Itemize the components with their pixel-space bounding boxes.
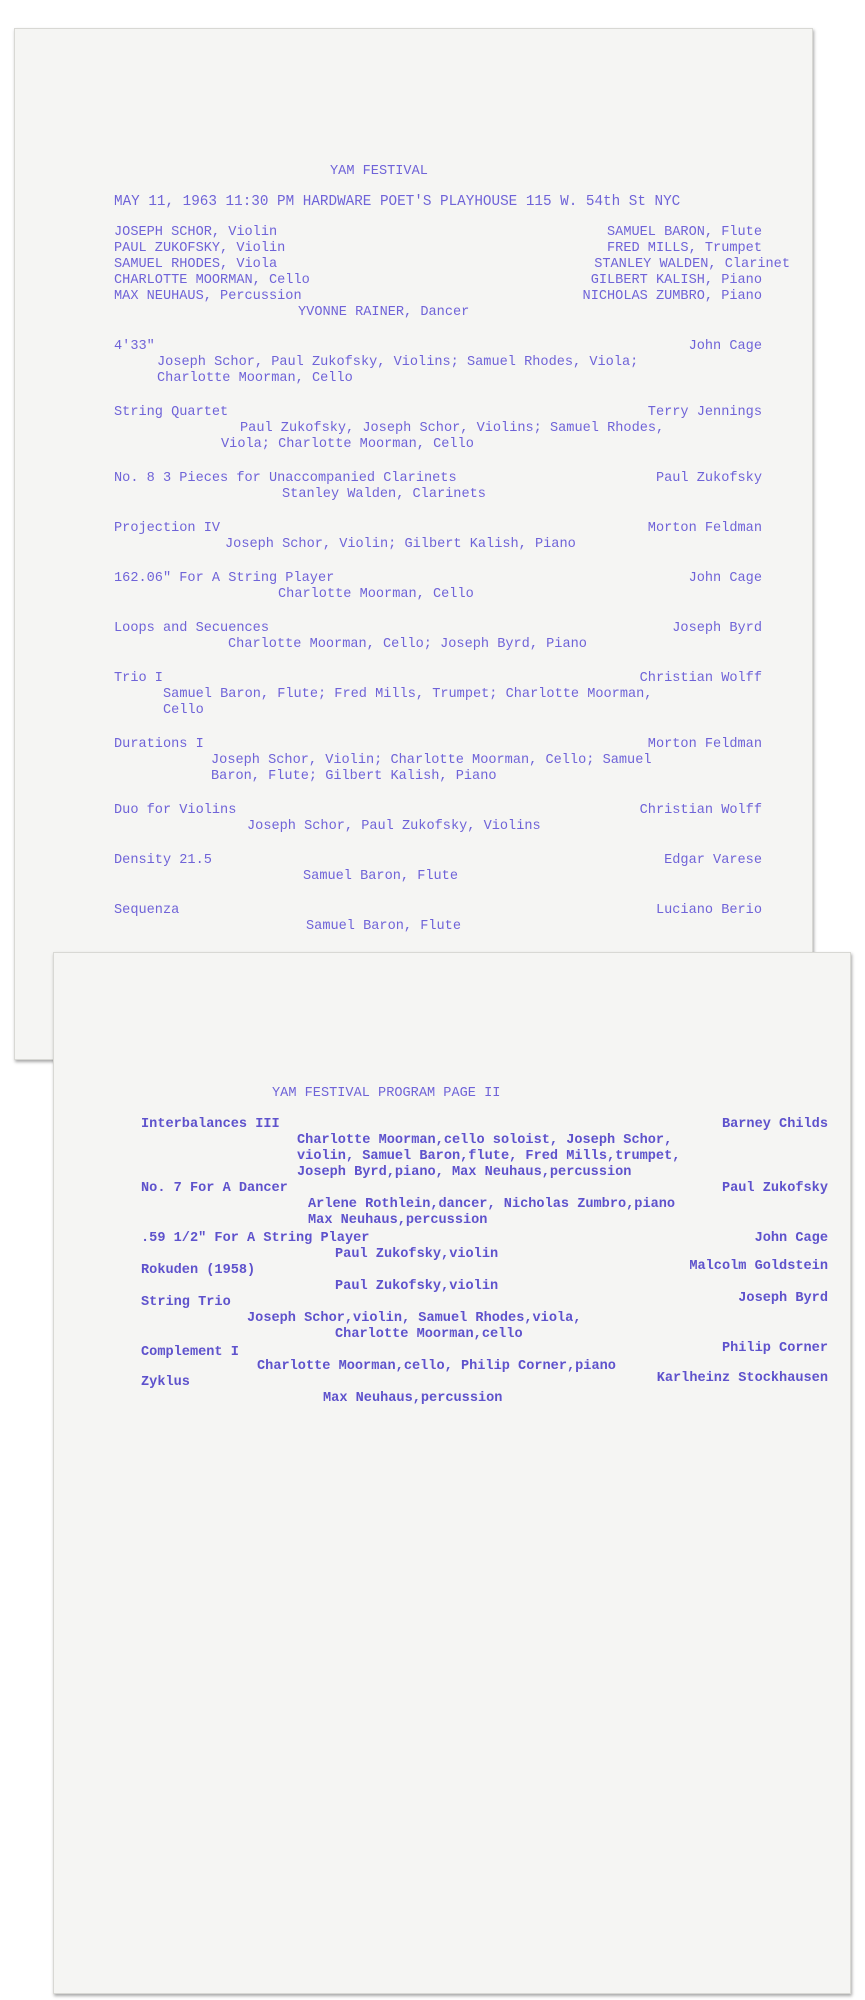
- performer-center: YVONNE RAINER, Dancer: [298, 305, 470, 320]
- work-performers: Arlene Rothlein,dancer, Nicholas Zumbro,piano: [308, 1197, 676, 1212]
- work-composer: Morton Feldman: [647, 521, 762, 536]
- work-performers: Samuel Baron, Flute: [303, 869, 458, 884]
- performer-right: GILBERT KALISH, Piano: [590, 273, 762, 288]
- work-performers: Joseph Schor, Paul Zukofsky, Violins; Samuel Rhodes, Viola;: [157, 355, 639, 370]
- work-title: Complement I: [141, 1345, 239, 1360]
- work-performers: Joseph Byrd,piano, Max Neuhaus,percussion: [297, 1165, 632, 1180]
- work-composer: Barney Childs: [721, 1117, 828, 1132]
- performer-right: STANLEY WALDEN, Clarinet: [594, 257, 790, 272]
- work-title: Rokuden (1958): [141, 1263, 256, 1278]
- work-performers: Charlotte Moorman,cello: [335, 1327, 523, 1342]
- work-title: Density 21.5: [114, 853, 212, 868]
- work-composer: Morton Feldman: [647, 737, 762, 752]
- work-title: .59 1/2" For A String Player: [141, 1231, 370, 1246]
- work-composer: Malcolm Goldstein: [689, 1259, 828, 1274]
- work-performers: Max Neuhaus,percussion: [323, 1391, 503, 1406]
- work-title: Duo for Violins: [114, 803, 237, 818]
- work-performers: Joseph Schor, Violin; Charlotte Moorman, Cello; Samuel: [211, 753, 652, 768]
- work-composer: Christian Wolff: [639, 671, 762, 686]
- program-page-2: [53, 952, 851, 1994]
- work-performers: Charlotte Moorman, Cello: [157, 371, 353, 386]
- work-composer: Edgar Varese: [664, 853, 762, 868]
- work-composer: John Cage: [754, 1231, 828, 1246]
- page1-title: YAM FESTIVAL: [330, 164, 428, 179]
- work-performers: violin, Samuel Baron,flute, Fred Mills,trumpet,: [297, 1149, 681, 1164]
- work-performers: Charlotte Moorman,cello, Philip Corner,piano: [257, 1359, 616, 1374]
- performer-right: NICHOLAS ZUMBRO, Piano: [582, 289, 762, 304]
- work-composer: John Cage: [688, 571, 762, 586]
- work-title: Durations I: [114, 737, 204, 752]
- work-performers: Paul Zukofsky,violin: [335, 1279, 499, 1294]
- work-title: String Trio: [141, 1295, 231, 1310]
- work-composer: Paul Zukofsky: [721, 1181, 828, 1196]
- work-performers: Cello: [163, 703, 204, 718]
- performer-right: SAMUEL BARON, Flute: [607, 225, 762, 240]
- work-composer: Terry Jennings: [647, 405, 762, 420]
- work-performers: Samuel Baron, Flute; Fred Mills, Trumpet; Charlotte Moorman,: [163, 687, 653, 702]
- work-performers: Paul Zukofsky,violin: [335, 1247, 499, 1262]
- work-title: 162.06" For A String Player: [114, 571, 335, 586]
- work-performers: Samuel Baron, Flute: [306, 919, 461, 934]
- work-performers: Max Neuhaus,percussion: [308, 1213, 488, 1228]
- work-composer: Paul Zukofsky: [655, 471, 762, 486]
- work-composer: Karlheinz Stockhausen: [656, 1371, 828, 1386]
- performer-left: MAX NEUHAUS, Percussion: [114, 289, 302, 304]
- work-title: No. 7 For A Dancer: [141, 1181, 288, 1196]
- performer-left: CHARLOTTE MOORMAN, Cello: [114, 273, 310, 288]
- work-performers: Viola; Charlotte Moorman, Cello: [221, 437, 474, 452]
- work-composer: Philip Corner: [721, 1341, 828, 1356]
- work-title: No. 8 3 Pieces for Unaccompanied Clarinets: [114, 471, 457, 486]
- work-performers: Charlotte Moorman, Cello: [278, 587, 474, 602]
- work-title: String Quartet: [114, 405, 229, 420]
- work-title: Interbalances III: [141, 1117, 280, 1132]
- work-title: Trio I: [114, 671, 163, 686]
- work-performers: Charlotte Moorman,cello soloist, Joseph Schor,: [297, 1133, 673, 1148]
- work-composer: Luciano Berio: [655, 903, 762, 918]
- performer-left: JOSEPH SCHOR, Violin: [114, 225, 278, 240]
- performer-right: FRED MILLS, Trumpet: [607, 241, 762, 256]
- page2-title: YAM FESTIVAL PROGRAM PAGE II: [272, 1086, 501, 1101]
- work-title: Loops and Secuences: [114, 621, 269, 636]
- work-title: 4'33": [114, 339, 155, 354]
- performer-left: PAUL ZUKOFSKY, Violin: [114, 241, 286, 256]
- performer-left: SAMUEL RHODES, Viola: [114, 257, 278, 272]
- work-performers: Stanley Walden, Clarinets: [282, 487, 486, 502]
- work-performers: Baron, Flute; Gilbert Kalish, Piano: [211, 769, 497, 784]
- work-performers: Joseph Schor,violin, Samuel Rhodes,viola,: [247, 1311, 582, 1326]
- work-performers: Joseph Schor, Violin; Gilbert Kalish, Piano: [225, 537, 576, 552]
- work-performers: Joseph Schor, Paul Zukofsky, Violins: [247, 819, 541, 834]
- work-title: Projection IV: [114, 521, 221, 536]
- page1-dateline: MAY 11, 1963 11:30 PM HARDWARE POET'S PLAYHOUSE 115 W. 54th St NYC: [114, 194, 681, 210]
- work-composer: Joseph Byrd: [672, 621, 762, 636]
- work-composer: Joseph Byrd: [738, 1291, 828, 1306]
- work-title: Zyklus: [141, 1375, 190, 1390]
- work-composer: Christian Wolff: [639, 803, 762, 818]
- program-page-1: [14, 28, 813, 1060]
- work-composer: John Cage: [688, 339, 762, 354]
- work-title: Sequenza: [114, 903, 180, 918]
- work-performers: Charlotte Moorman, Cello; Joseph Byrd, Piano: [228, 637, 587, 652]
- work-performers: Paul Zukofsky, Joseph Schor, Violins; Samuel Rhodes,: [240, 421, 665, 436]
